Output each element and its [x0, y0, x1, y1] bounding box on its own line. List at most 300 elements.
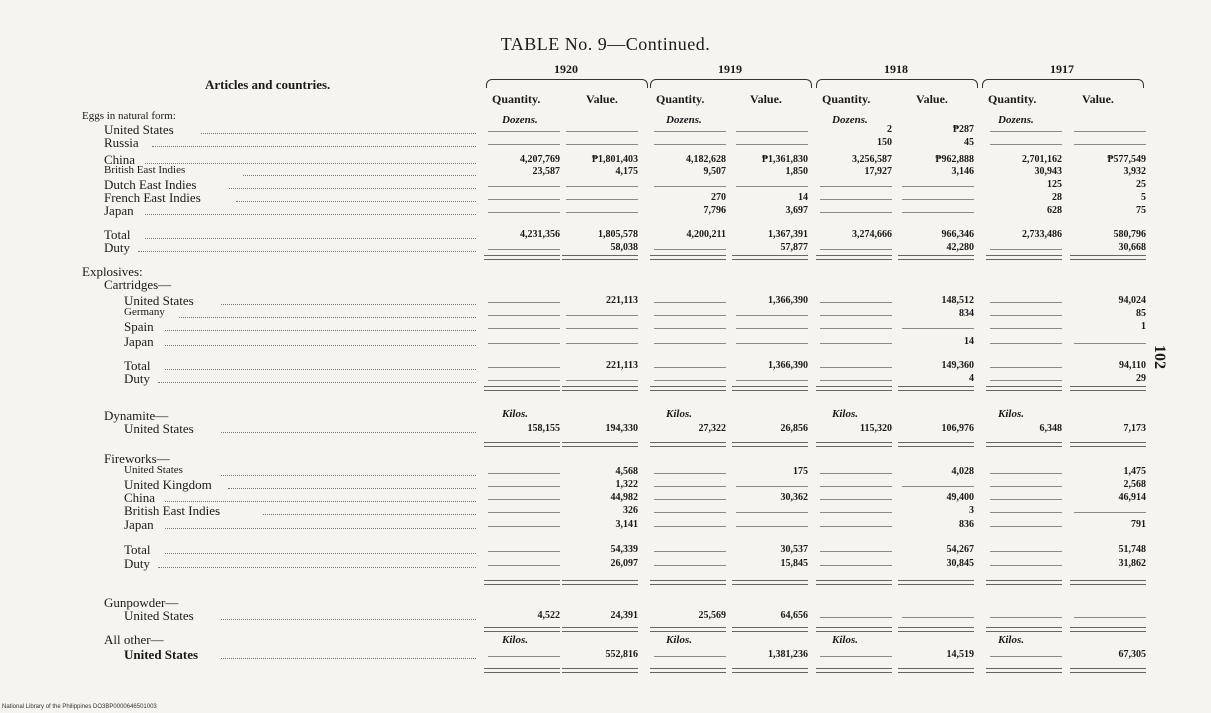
empty-cell-rule [736, 343, 808, 344]
double-rule [986, 668, 1062, 673]
table-cell: 221,113 [606, 295, 638, 306]
table-cell: 54,339 [610, 544, 638, 555]
table-cell: 148,512 [941, 295, 974, 306]
table-cell: 30,537 [780, 544, 808, 555]
table-cell: 14 [798, 192, 808, 203]
unit-label: Kilos. [998, 408, 1024, 420]
empty-cell-rule [566, 380, 638, 381]
empty-cell-rule [488, 486, 560, 487]
double-rule [732, 668, 808, 673]
table-cell: 3,274,666 [852, 229, 892, 240]
dot-leader [158, 567, 476, 568]
dot-leader [228, 488, 476, 489]
double-rule [732, 627, 808, 632]
dot-leader [138, 251, 476, 252]
double-rule [898, 442, 974, 447]
empty-cell-rule [820, 486, 892, 487]
double-rule [1070, 255, 1146, 260]
empty-cell-rule [1074, 617, 1146, 618]
table-cell: 1,805,578 [598, 229, 638, 240]
value-column-header: Value. [586, 92, 618, 106]
row-label: Germany [124, 306, 165, 318]
empty-cell-rule [488, 512, 560, 513]
unit-label: Dozens. [832, 114, 868, 126]
dot-leader [221, 475, 476, 476]
empty-cell-rule [654, 131, 726, 132]
row-label: China [104, 152, 136, 167]
table-cell: 44,982 [610, 492, 638, 503]
row-label: Russia [104, 135, 139, 150]
double-rule [562, 386, 638, 391]
empty-cell-rule [654, 499, 726, 500]
row-label: China [124, 490, 156, 505]
row-label: British East Indies [124, 503, 221, 518]
dot-leader [221, 619, 476, 620]
table-cell: 30,362 [780, 492, 808, 503]
empty-cell-rule [820, 565, 892, 566]
row-label: Duty [104, 240, 130, 255]
empty-cell-rule [902, 212, 974, 213]
table-cell: 45 [964, 137, 974, 148]
double-rule [562, 255, 638, 260]
table-cell: 4,028 [951, 466, 974, 477]
empty-cell-rule [488, 367, 560, 368]
empty-cell-rule [990, 551, 1062, 552]
table-cell: 4,522 [537, 610, 560, 621]
double-rule [484, 255, 560, 260]
table-cell: 1,475 [1123, 466, 1146, 477]
double-rule [1070, 668, 1146, 673]
double-rule [650, 580, 726, 585]
double-rule [898, 386, 974, 391]
table-cell: 4,207,769 [520, 154, 560, 165]
table-cell: 3,141 [615, 519, 638, 530]
table-cell: 1 [1141, 321, 1146, 332]
empty-cell-rule [654, 343, 726, 344]
table-cell: 836 [959, 519, 974, 530]
double-rule [816, 255, 892, 260]
quantity-column-header: Quantity. [988, 92, 1037, 106]
table-cell: 25 [1136, 179, 1146, 190]
double-rule [650, 668, 726, 673]
empty-cell-rule [488, 343, 560, 344]
empty-cell-rule [820, 551, 892, 552]
empty-cell-rule [902, 486, 974, 487]
table-cell: 17,927 [864, 166, 892, 177]
double-rule [650, 442, 726, 447]
table-cell: 58,038 [610, 242, 638, 253]
table-cell: 1,850 [785, 166, 808, 177]
row-label: Fireworks— [104, 451, 170, 466]
empty-cell-rule [820, 315, 892, 316]
empty-cell-rule [488, 315, 560, 316]
table-cell: 67,305 [1118, 649, 1146, 660]
double-rule [986, 386, 1062, 391]
empty-cell-rule [820, 499, 892, 500]
empty-cell-rule [654, 186, 726, 187]
empty-cell-rule [902, 617, 974, 618]
empty-cell-rule [566, 144, 638, 145]
table-cell: 175 [793, 466, 808, 477]
double-rule [650, 627, 726, 632]
table-cell: 64,656 [780, 610, 808, 621]
table-cell: 42,280 [946, 242, 974, 253]
table-cell: 4,200,211 [686, 229, 726, 240]
empty-cell-rule [736, 486, 808, 487]
year-header: 1917 [1050, 62, 1074, 76]
unit-label: Kilos. [666, 408, 692, 420]
table-cell: 791 [1131, 519, 1146, 530]
double-rule [986, 442, 1062, 447]
dot-leader [229, 188, 476, 189]
year-brace [982, 79, 1144, 88]
table-cell: 106,976 [941, 423, 974, 434]
year-brace [650, 79, 812, 88]
empty-cell-rule [488, 212, 560, 213]
row-label: Dutch East Indies [104, 177, 197, 192]
year-header: 1918 [884, 62, 908, 76]
double-rule [816, 442, 892, 447]
empty-cell-rule [488, 186, 560, 187]
table-cell: 28 [1052, 192, 1062, 203]
empty-cell-rule [990, 486, 1062, 487]
table-cell: 54,267 [946, 544, 974, 555]
unit-label: Kilos. [998, 634, 1024, 646]
table-cell: 7,173 [1123, 423, 1146, 434]
row-label: Japan [124, 517, 154, 532]
double-rule [484, 580, 560, 585]
empty-cell-rule [820, 249, 892, 250]
empty-cell-rule [820, 186, 892, 187]
row-label: Eggs in natural form: [82, 110, 176, 122]
table-cell: 30,668 [1118, 242, 1146, 253]
empty-cell-rule [820, 212, 892, 213]
empty-cell-rule [820, 380, 892, 381]
empty-cell-rule [566, 199, 638, 200]
empty-cell-rule [820, 343, 892, 344]
empty-cell-rule [654, 367, 726, 368]
table-cell: ₱962,888 [935, 154, 974, 165]
empty-cell-rule [736, 131, 808, 132]
empty-cell-rule [488, 565, 560, 566]
table-cell: ₱287 [952, 124, 974, 135]
double-rule [986, 580, 1062, 585]
table-cell: 26,097 [610, 558, 638, 569]
table-cell: 6,348 [1039, 423, 1062, 434]
table-cell: 9,507 [703, 166, 726, 177]
empty-cell-rule [654, 656, 726, 657]
row-label: United States [124, 421, 194, 436]
empty-cell-rule [566, 315, 638, 316]
empty-cell-rule [820, 199, 892, 200]
table-cell: 1,366,390 [768, 360, 808, 371]
table-cell: 326 [623, 505, 638, 516]
unit-label: Dozens. [666, 114, 702, 126]
table-cell: 158,155 [527, 423, 560, 434]
empty-cell-rule [990, 526, 1062, 527]
dot-leader [145, 238, 476, 239]
table-cell: 31,862 [1118, 558, 1146, 569]
row-label: Japan [104, 203, 134, 218]
dot-leader [263, 514, 476, 515]
double-rule [898, 668, 974, 673]
footer-watermark: National Library of the Philippines DO3BP0000646501003 [2, 704, 157, 710]
dot-leader [165, 369, 476, 370]
empty-cell-rule [566, 343, 638, 344]
empty-cell-rule [488, 526, 560, 527]
table-cell: 1,322 [615, 479, 638, 490]
table-cell: 2,701,162 [1022, 154, 1062, 165]
empty-cell-rule [736, 315, 808, 316]
year-header: 1920 [554, 62, 578, 76]
table-cell: 194,330 [605, 423, 638, 434]
row-label: Japan [124, 334, 154, 349]
empty-cell-rule [736, 186, 808, 187]
dot-leader [165, 501, 476, 502]
empty-cell-rule [654, 380, 726, 381]
row-label: United States [104, 122, 174, 137]
row-label: Total [124, 358, 151, 373]
empty-cell-rule [736, 512, 808, 513]
articles-header: Articles and countries. [205, 77, 331, 92]
empty-cell-rule [820, 656, 892, 657]
double-rule [484, 386, 560, 391]
empty-cell-rule [654, 526, 726, 527]
empty-cell-rule [566, 328, 638, 329]
table-cell: 14 [964, 336, 974, 347]
dot-leader [221, 658, 476, 659]
empty-cell-rule [654, 551, 726, 552]
table-cell: 29 [1136, 373, 1146, 384]
dot-leader [201, 133, 476, 134]
empty-cell-rule [820, 328, 892, 329]
table-cell: 115,320 [860, 423, 892, 434]
unit-label: Kilos. [502, 408, 528, 420]
row-label: United States [124, 293, 194, 308]
table-cell: 4,231,356 [520, 229, 560, 240]
dot-leader [165, 553, 476, 554]
table-cell: 270 [711, 192, 726, 203]
empty-cell-rule [488, 302, 560, 303]
double-rule [1070, 580, 1146, 585]
table-cell: 75 [1136, 205, 1146, 216]
dot-leader [165, 330, 476, 331]
empty-cell-rule [654, 486, 726, 487]
unit-label: Kilos. [666, 634, 692, 646]
double-rule [1070, 627, 1146, 632]
table-cell: 4,568 [615, 466, 638, 477]
row-label: British East Indies [104, 164, 186, 176]
table-cell: ₱1,801,403 [591, 154, 638, 165]
double-rule [732, 580, 808, 585]
empty-cell-rule [990, 656, 1062, 657]
row-label: Explosives: [82, 264, 143, 279]
empty-cell-rule [566, 131, 638, 132]
dot-leader [221, 432, 476, 433]
empty-cell-rule [1074, 512, 1146, 513]
unit-label: Kilos. [502, 634, 528, 646]
year-header: 1919 [718, 62, 742, 76]
empty-cell-rule [820, 473, 892, 474]
table-cell: 49,400 [946, 492, 974, 503]
table-cell: 7,796 [703, 205, 726, 216]
table-cell: 51,748 [1118, 544, 1146, 555]
dot-leader [145, 163, 476, 164]
empty-cell-rule [820, 617, 892, 618]
table-cell: 834 [959, 308, 974, 319]
row-label: United States [124, 608, 194, 623]
double-rule [732, 386, 808, 391]
dot-leader [179, 317, 476, 318]
empty-cell-rule [902, 328, 974, 329]
empty-cell-rule [488, 473, 560, 474]
empty-cell-rule [1074, 343, 1146, 344]
empty-cell-rule [488, 199, 560, 200]
table-cell: 94,024 [1118, 295, 1146, 306]
table-cell: 221,113 [606, 360, 638, 371]
dot-leader [243, 175, 476, 176]
table-cell: 966,346 [941, 229, 974, 240]
empty-cell-rule [990, 512, 1062, 513]
empty-cell-rule [1074, 144, 1146, 145]
empty-cell-rule [566, 186, 638, 187]
row-label: United States [124, 464, 183, 476]
table-cell: 628 [1047, 205, 1062, 216]
double-rule [562, 580, 638, 585]
table-cell: 1,366,390 [768, 295, 808, 306]
row-label: United States [124, 647, 199, 662]
double-rule [816, 580, 892, 585]
double-rule [986, 627, 1062, 632]
double-rule [898, 255, 974, 260]
empty-cell-rule [990, 617, 1062, 618]
table-cell: 2 [887, 124, 892, 135]
dot-leader [158, 382, 476, 383]
row-label: Duty [124, 371, 150, 386]
table-cell: 552,816 [605, 649, 638, 660]
double-rule [562, 442, 638, 447]
double-rule [816, 668, 892, 673]
page-number: 102 [1151, 345, 1168, 369]
double-rule [986, 255, 1062, 260]
row-label: Total [124, 542, 151, 557]
empty-cell-rule [654, 302, 726, 303]
empty-cell-rule [990, 328, 1062, 329]
row-label: Gunpowder— [104, 595, 179, 610]
table-cell: 15,845 [780, 558, 808, 569]
empty-cell-rule [654, 315, 726, 316]
empty-cell-rule [488, 380, 560, 381]
empty-cell-rule [820, 512, 892, 513]
row-label: French East Indies [104, 190, 201, 205]
empty-cell-rule [990, 473, 1062, 474]
dot-leader [221, 304, 476, 305]
dot-leader [152, 146, 476, 147]
empty-cell-rule [990, 249, 1062, 250]
empty-cell-rule [990, 144, 1062, 145]
empty-cell-rule [488, 249, 560, 250]
table-cell: 3,932 [1123, 166, 1146, 177]
double-rule [732, 442, 808, 447]
value-column-header: Value. [916, 92, 948, 106]
table-cell: 27,322 [698, 423, 726, 434]
table-cell: 26,856 [780, 423, 808, 434]
empty-cell-rule [902, 186, 974, 187]
table-cell: 5 [1141, 192, 1146, 203]
double-rule [562, 627, 638, 632]
table-cell: 85 [1136, 308, 1146, 319]
table-cell: 1,381,236 [768, 649, 808, 660]
empty-cell-rule [990, 343, 1062, 344]
table-cell: 149,360 [941, 360, 974, 371]
quantity-column-header: Quantity. [492, 92, 541, 106]
empty-cell-rule [654, 473, 726, 474]
table-cell: ₱577,549 [1107, 154, 1146, 165]
table-cell: 46,914 [1118, 492, 1146, 503]
double-rule [732, 255, 808, 260]
empty-cell-rule [654, 144, 726, 145]
double-rule [816, 627, 892, 632]
empty-cell-rule [488, 131, 560, 132]
empty-cell-rule [990, 367, 1062, 368]
empty-cell-rule [990, 565, 1062, 566]
row-label: All other— [104, 632, 164, 647]
empty-cell-rule [488, 551, 560, 552]
table-title: TABLE No. 9—Continued. [500, 34, 711, 54]
quantity-column-header: Quantity. [822, 92, 871, 106]
empty-cell-rule [566, 212, 638, 213]
empty-cell-rule [654, 328, 726, 329]
table-cell: 14,519 [946, 649, 974, 660]
double-rule [898, 627, 974, 632]
double-rule [650, 386, 726, 391]
row-label: Duty [124, 556, 150, 571]
empty-cell-rule [488, 144, 560, 145]
empty-cell-rule [488, 328, 560, 329]
quantity-column-header: Quantity. [656, 92, 705, 106]
double-rule [1070, 386, 1146, 391]
table-cell: 150 [877, 137, 892, 148]
empty-cell-rule [990, 302, 1062, 303]
double-rule [650, 255, 726, 260]
table-cell: 4,182,628 [686, 154, 726, 165]
empty-cell-rule [736, 380, 808, 381]
empty-cell-rule [736, 144, 808, 145]
double-rule [484, 442, 560, 447]
empty-cell-rule [990, 315, 1062, 316]
empty-cell-rule [654, 565, 726, 566]
row-label: United Kingdom [124, 477, 212, 492]
table-cell: 57,877 [780, 242, 808, 253]
dot-leader [236, 201, 476, 202]
empty-cell-rule [820, 367, 892, 368]
table-cell: 3,697 [785, 205, 808, 216]
empty-cell-rule [820, 302, 892, 303]
unit-label: Dozens. [502, 114, 538, 126]
double-rule [562, 668, 638, 673]
value-column-header: Value. [750, 92, 782, 106]
year-brace [486, 79, 648, 88]
double-rule [1070, 442, 1146, 447]
row-label: Dynamite— [104, 408, 169, 423]
table-cell: 30,845 [946, 558, 974, 569]
table-cell: 2,568 [1123, 479, 1146, 490]
empty-cell-rule [990, 499, 1062, 500]
table-cell: 1,367,391 [768, 229, 808, 240]
table-cell: 25,569 [698, 610, 726, 621]
dot-leader [165, 528, 476, 529]
table-cell: 23,587 [532, 166, 560, 177]
